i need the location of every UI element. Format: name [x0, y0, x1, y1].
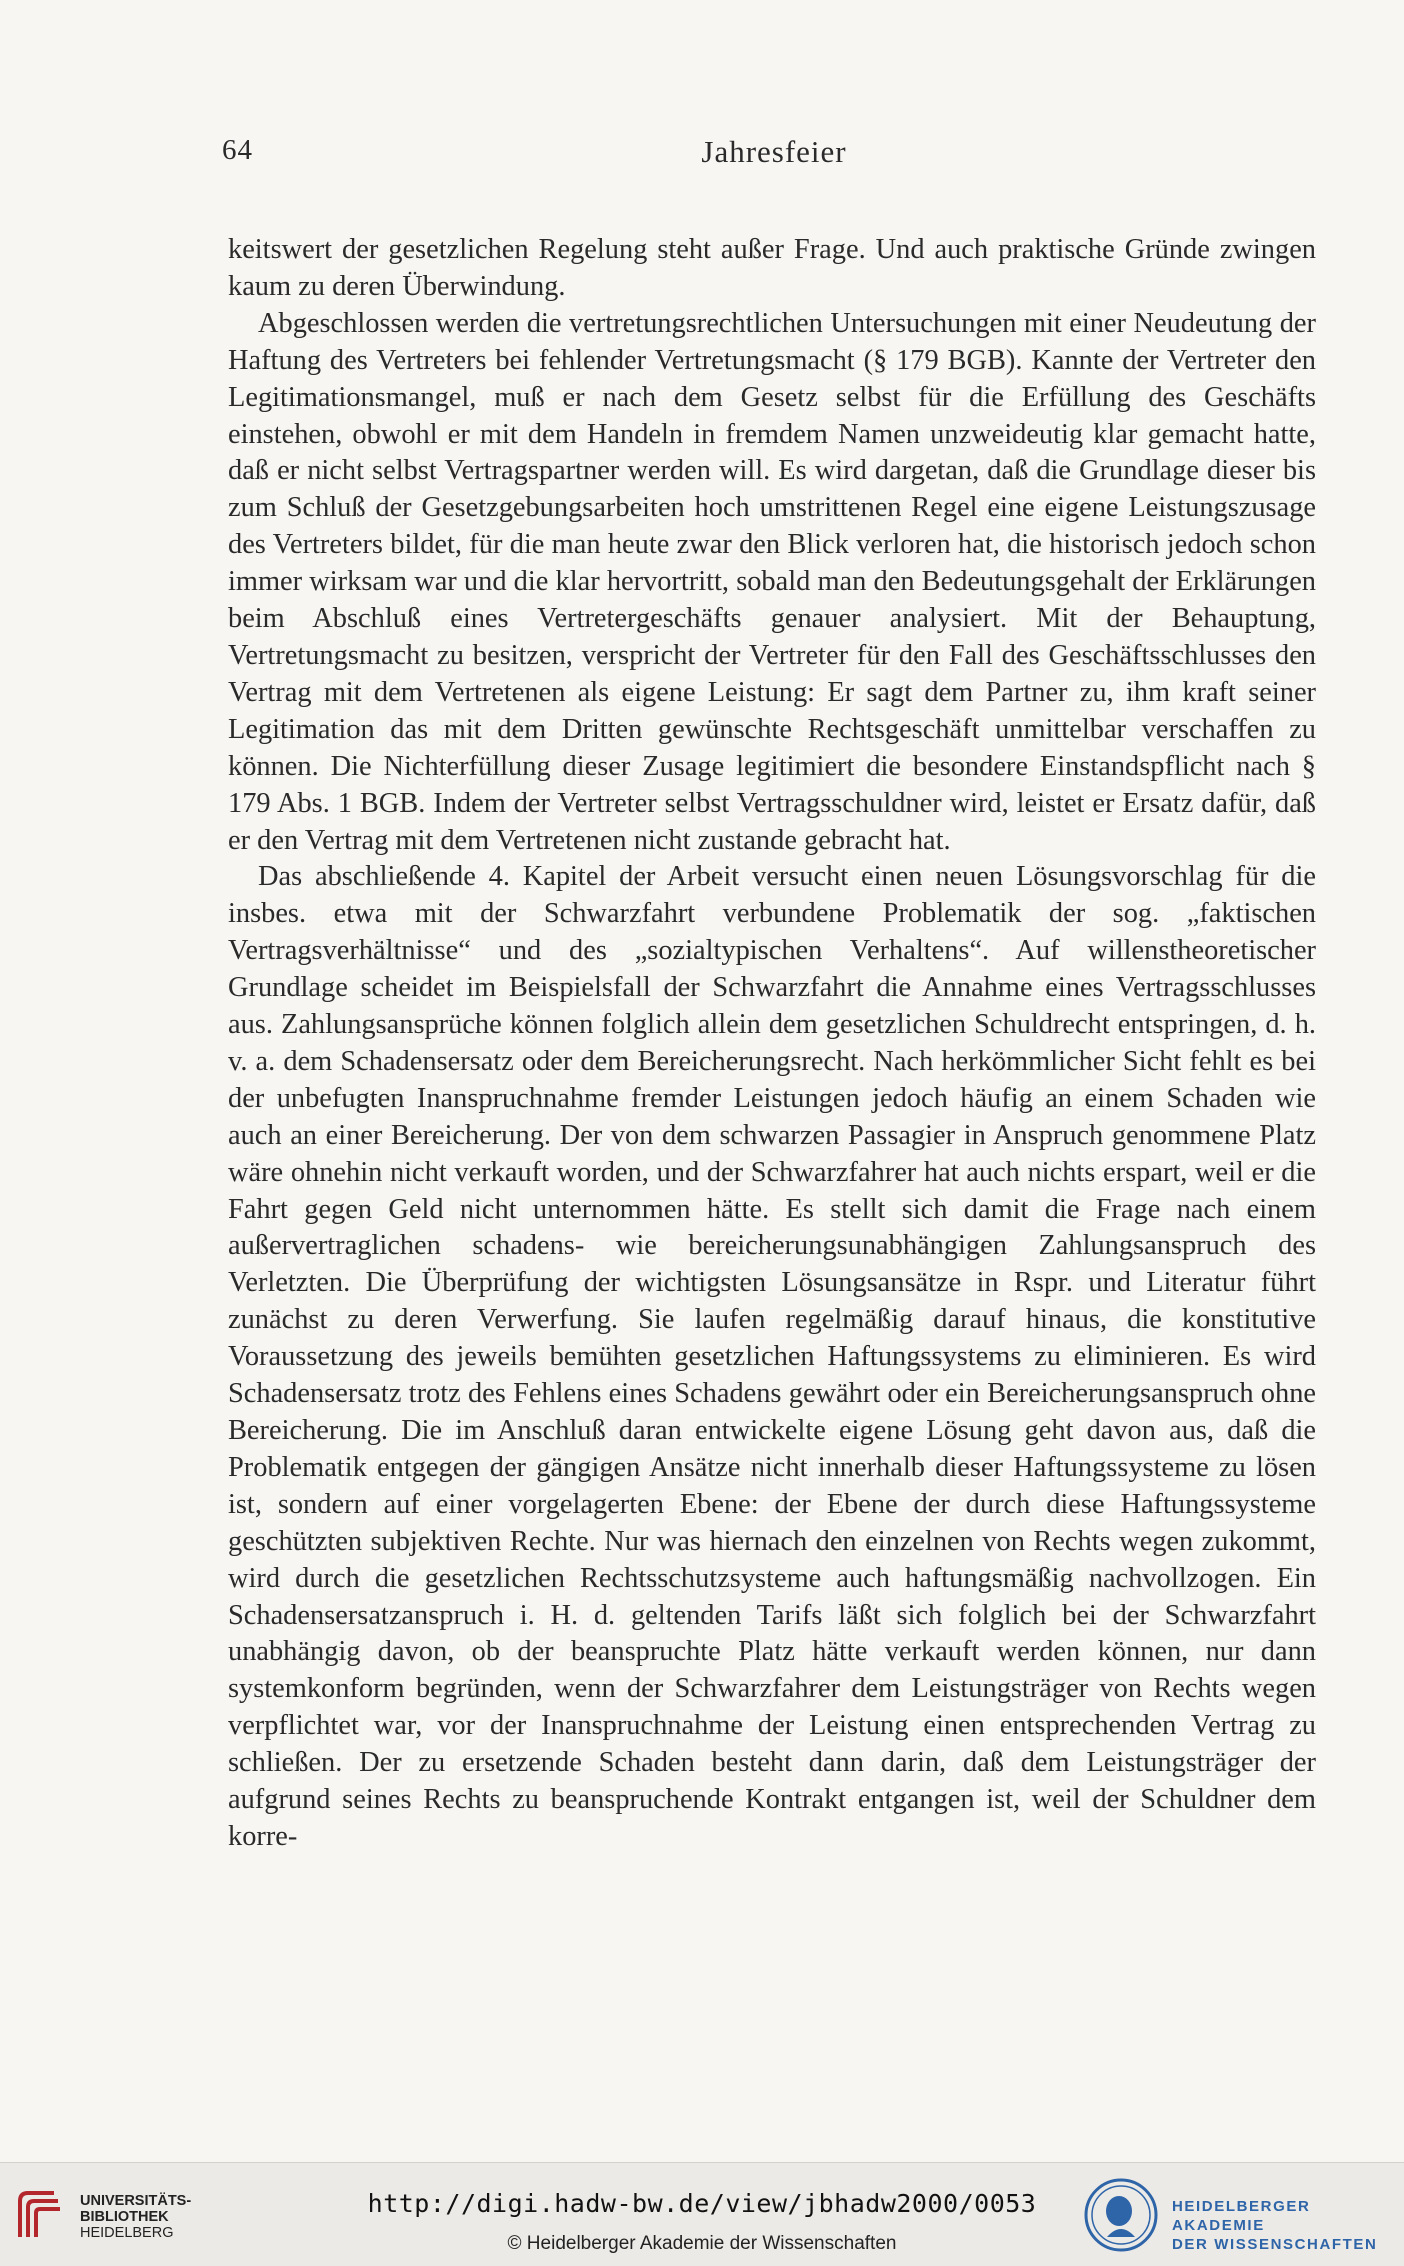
university-library-name: UNIVERSITÄTS- BIBLIOTHEK HEIDELBERG	[80, 2193, 192, 2241]
body-text	[228, 232, 1316, 1856]
paragraph: keitswert der gesetzlichen Regelung steht außer Frage. Und auch praktische Gründe zwingen kaum zu deren Überwindung.	[228, 234, 1316, 302]
running-head	[222, 134, 1326, 174]
paragraph: Abgeschlossen werden die vertretungsrechtlichen Untersuchungen mit einer Neudeutung der Haftung des Vertreters bei fehlender Vertretungsmacht (§ 179 BGB). Kannte der Vertreter den Legitimationsmangel, muß er nach dem Gesetz selbst für die Erfüllung des Geschäfts einstehen, obwohl er mit dem Handeln in fremdem Namen unzweideutig klar gemacht hatte, daß er nicht selbst Vertragspartner werden will. Es wird dargetan, daß die Grundlage dieser bis zum Schluß der Gesetzgebungsarbeiten hoch umstrittenen Regel eine eigene Leistungszusage des Vertreters bildet, für die man heute zwar den Blick verloren hat, die historisch jedoch schon immer wirksam war und die klar hervortritt, sobald man den Bedeutungsgehalt der Erklärungen beim Abschluß eines Vertretergeschäfts genauer analysiert. Mit der Behauptung, Vertretungsmacht zu besitzen, verspricht der Vertreter für den Fall des Geschäftsschlusses den Vertrag mit dem Vertretenen als eigene Leistung: Er sagt dem Partner zu, ihm kraft seiner Legitimation das mit dem Dritten gewünschte Rechtsgeschäft unmittelbar verschaffen zu können. Die Nichterfüllung dieser Zusage legitimiert die besondere Einstandspflicht nach § 179 Abs. 1 BGB. Indem der Vertreter selbst Vertragsschuldner wird, leistet er Ersatz dafür, daß er den Vertrag mit dem Vertretenen nicht zustande gebracht hat.	[228, 307, 1316, 856]
copyright-notice: © Heidelberger Akademie der Wissenschaften	[507, 2233, 897, 2254]
paragraph: Das abschließende 4. Kapitel der Arbeit versucht einen neuen Lösungsvorschlag für die insbes. etwa mit der Schwarzfahrt verbundene Problematik der sog. „faktischen Vertragsverhältnisse“ und des „sozialtypischen Verhaltens“. Auf willenstheoretischer Grundlage scheidet im Beispielsfall der Schwarzfahrt die Annahme eines Vertragsschlusses aus. Zahlungsansprüche können folglich allein dem gesetzlichen Schuldrecht entspringen, d. h. v. a. dem Schadensersatz oder dem Bereicherungsrecht. Nach herkömmlicher Sicht fehlt es bei der unbefugten Inanspruchnahme fremder Leistungen jedoch häufig an einem Schaden wie auch an einer Bereicherung. Der von dem schwarzen Passagier in Anspruch genommene Platz wäre ohnehin nicht verkauft worden, und der Schwarzfahrer hat auch nichts erspart, weil er die Fahrt gegen Geld nicht unternommen hätte. Es stellt sich damit die Frage nach einem außervertraglichen schadens- wie bereicherungsunabhängigen Zahlungsanspruch des Verletzten. Die Überprüfung der wichtigsten Lösungsansätze in Rspr. und Literatur führt zunächst zu deren Verwerfung. Sie laufen regelmäßig darauf hinaus, die konstitutive Voraussetzung des jeweils bemühten gesetzlichen Haftungssystems zu eliminieren. Es wird Schadensersatz trotz des Fehlens eines Schadens gewährt oder ein Bereicherungsanspruch ohne Bereicherung. Die im Anschluß daran entwickelte eigene Lösung geht davon aus, daß die Problematik entgegen der gängigen Ansätze nicht innerhalb dieser Haftungssysteme zu lösen ist, sondern auf einer vorgelagerten Ebene: der Ebene der durch diese Haftungssysteme geschützten subjektiven Rechte. Nur was hiernach den einzelnen von Rechts wegen zukommt, wird durch die gesetzlichen Rechtsschutzsysteme auch haftungsmäßig nachvollzogen. Ein Schadensersatzanspruch i. H. d. geltenden Tarifs läßt sich folglich bei der Schwarzfahrt unabhängig davon, ob der beanspruchte Platz hätte verkauft werden können, nur dann systemkonform begründen, wenn der Schwarzfahrer dem Leistungsträger von Rechts wegen verpflichtet war, vor der Inanspruchnahme der Leistung einen entsprechenden Vertrag zu schließen. Der zu ersetzende Schaden besteht dann darin, daß dem Leistungsträger der aufgrund seines Rechts zu beanspruchende Kontrakt entgangen ist, weil der Schuldner dem korre-	[228, 861, 1316, 1852]
digitization-footer	[0, 2162, 1404, 2266]
academy-seal-icon	[1083, 2177, 1159, 2253]
page-number: 64	[222, 134, 253, 166]
academy-name: HEIDELBERGER AKADEMIE DER WISSENSCHAFTEN	[1172, 2198, 1378, 2253]
digital-copy-link[interactable]: http://digi.hadw-bw.de/view/jbhadw2000/0053	[367, 2189, 1037, 2218]
running-title: Jahresfeier	[701, 134, 847, 169]
